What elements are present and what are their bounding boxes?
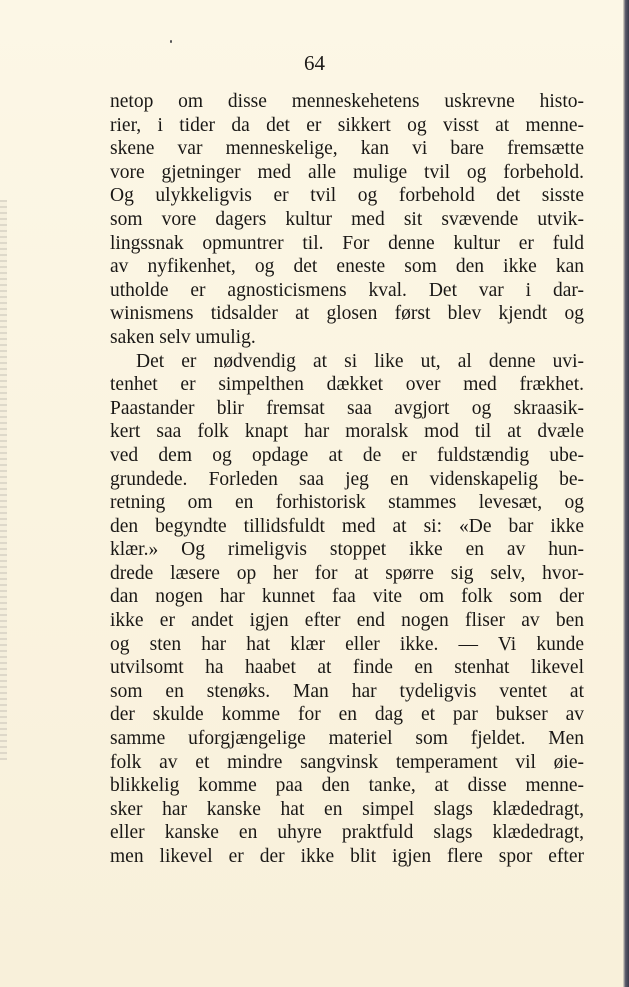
text-line: lingssnak opmuntrer til. For denne kultur er fuld: [110, 232, 584, 254]
text-line: tenhet er simpelthen dækket over med frækhet.: [110, 374, 584, 396]
text-line: den begyndte tillidsfuldt med at si: «De bar ikke: [110, 515, 584, 537]
text-line: utvilsomt ha haabet at finde en stenhat likevel: [110, 657, 584, 679]
text-line: retning om en forhistorisk stammes levesæt, og: [110, 492, 584, 514]
text-line: som en stenøks. Man har tydeligvis ventet at: [110, 680, 584, 702]
text-line: av nyfikenhet, og det eneste som den ikke kan: [110, 256, 584, 278]
text-line: og sten har hat klær eller ikke. — Vi kunde: [110, 633, 584, 655]
text-line: folk av et mindre sangvinsk temperament vil øie-: [110, 751, 584, 773]
text-line: kert saa folk knapt har moralsk mod til at dvæle: [110, 421, 584, 443]
text-line: dan nogen har kunnet faa vite om folk som der: [110, 586, 584, 608]
text-line: saken selv umulig.: [110, 326, 256, 348]
text-line: netop om disse menneskehetens uskrevne histo-: [110, 91, 584, 112]
scan-edge-left: [0, 200, 7, 760]
text-line: eller kanske en uhyre praktfuld slags klædedragt,: [110, 822, 584, 844]
scan-edge-right: [623, 0, 629, 987]
page-number: 64: [304, 51, 325, 75]
body-text: [110, 90, 584, 869]
text-line: vore gjetninger med alle mulige tvil og forbehold.: [110, 161, 584, 183]
text-line: der skulde komme for en dag et par bukser av: [110, 704, 584, 726]
text-line: men likevel er der ikke blit igjen flere spor efter: [110, 846, 584, 867]
text-line: drede læsere op her for at spørre sig selv, hvor-: [110, 562, 584, 584]
text-line: ved dem og opdage at de er fuldstændig ube-: [110, 444, 584, 466]
text-line: skene var menneskelige, kan vi bare fremsætte: [110, 138, 584, 160]
text-line: klær.» Og rimeligvis stoppet ikke en av hun-: [110, 539, 584, 561]
text-line: utholde er agnosticismens kval. Det var i dar-: [110, 279, 584, 301]
text-line: blikkelig komme paa den tanke, at disse menne-: [110, 775, 584, 797]
text-line: Og ulykkeligvis er tvil og forbehold det sisste: [110, 185, 584, 207]
text-line: Det er nødvendig at si like ut, al denne uvi-: [136, 350, 584, 372]
text-line: som vore dagers kultur med sit svævende utvik-: [110, 208, 584, 230]
text-line: grundede. Forleden saa jeg en videnskapelig be-: [110, 468, 584, 490]
text-line: winismens tidsalder at glosen først blev kjendt og: [110, 303, 584, 325]
text-line: rier, i tider da det er sikkert og visst at menne-: [110, 114, 584, 136]
dust-speck: [170, 40, 172, 43]
text-line: ikke er andet igjen efter end nogen fliser av ben: [110, 610, 584, 632]
text-line: Paastander blir fremsat saa avgjort og skraasik-: [110, 397, 584, 419]
text-line: sker har kanske hat en simpel slags klædedragt,: [110, 798, 584, 820]
text-line: samme uforgjængelige materiel som fjeldet. Men: [110, 728, 584, 750]
